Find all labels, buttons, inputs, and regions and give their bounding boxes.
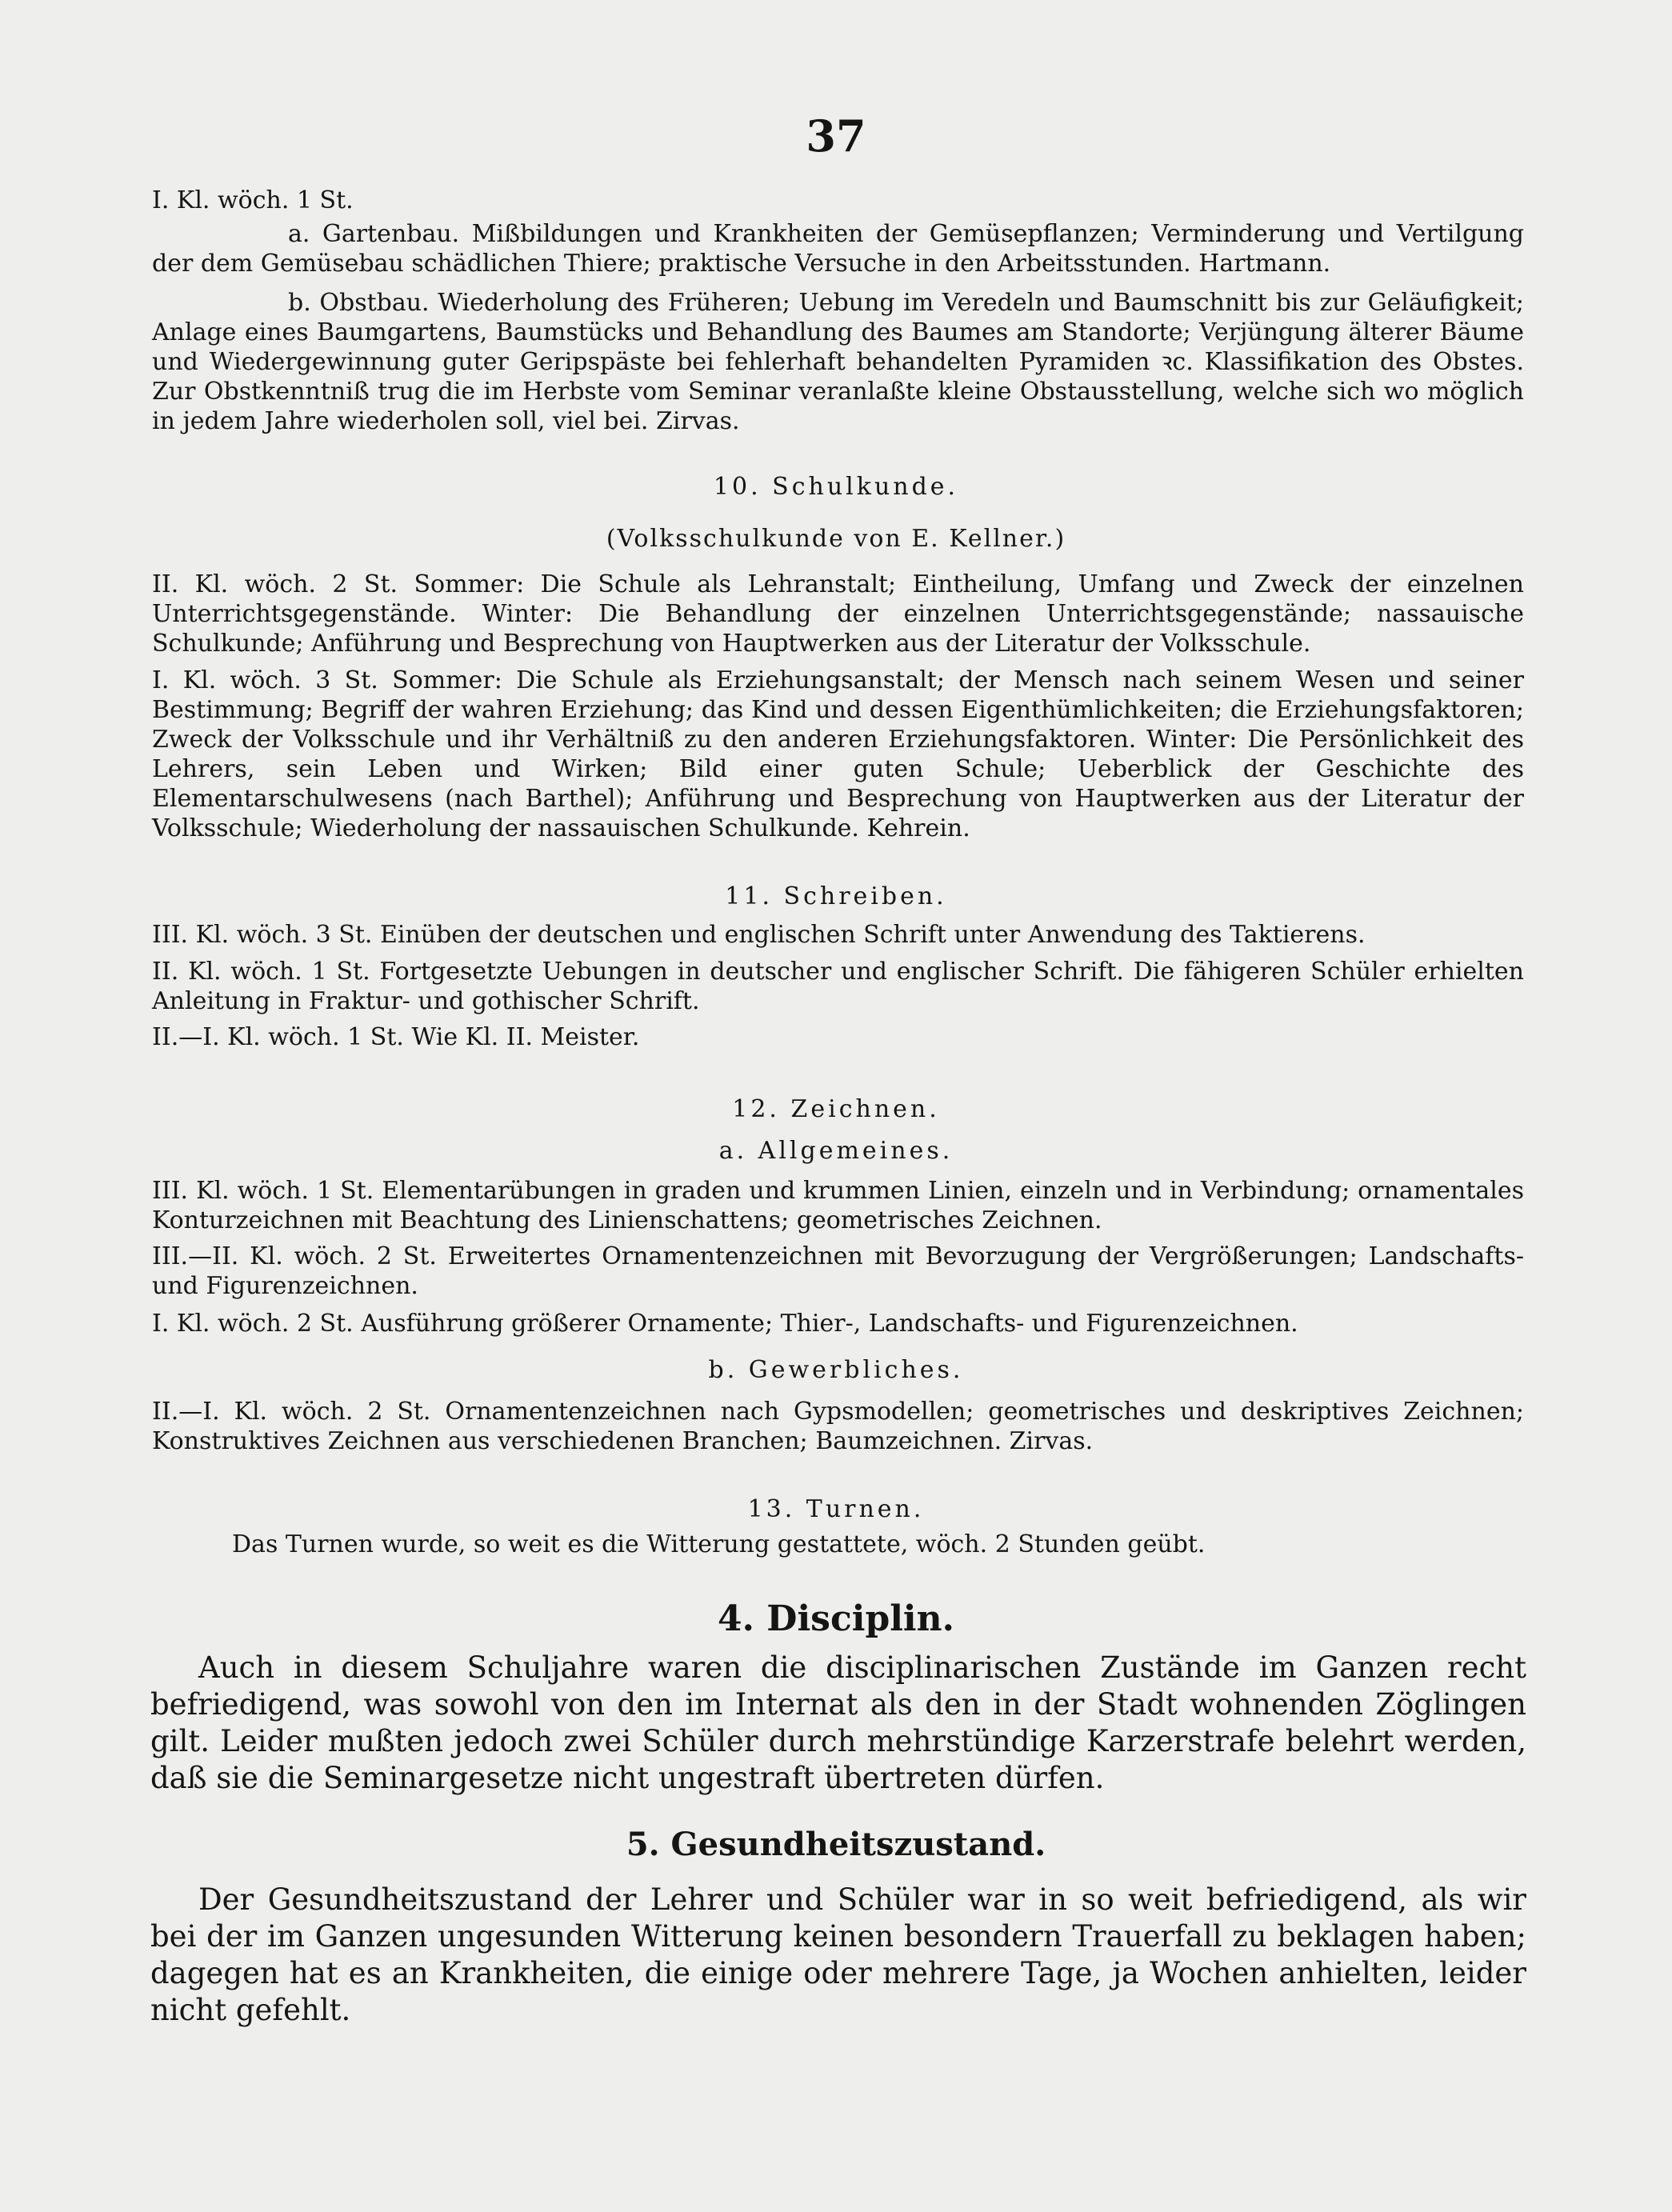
schreiben-paragraph-class-2: II. Kl. wöch. 1 St. Fortgesetzte Uebungen in deutscher und englischer Schrift. Die fähigeren Schüler erhielten Anleitung in Fraktur- und gothischer Schrift. xyxy=(152,958,1524,1015)
chapter-heading-disciplin: 4. Disciplin. xyxy=(718,1598,954,1639)
section-heading-zeichnen: 12. Zeichnen. xyxy=(732,1095,940,1123)
subheading-allgemeines: a. Allgemeines. xyxy=(718,1137,954,1165)
chapter-heading-gesundheitszustand: 5. Gesundheitszustand. xyxy=(626,1826,1046,1863)
section-heading-turnen: 13. Turnen. xyxy=(747,1495,925,1523)
schulkunde-paragraph-class-1: I. Kl. wöch. 3 St. Sommer: Die Schule als Erziehungsanstalt; der Mensch nach seinem Wesen und seiner Bestimmung; Begriff der wahren Erziehung; das Kind und dessen Eigenthümlichkeiten; die Erziehungsfaktoren; Zweck der Volksschule und ihr Verhältniß zu den anderen Erziehungsfaktoren. Winter: Die Persönlichkeit des Lehrers, sein Leben und Wirken; Bild einer guten Schule; Ueberblick der Geschichte des Elementarschulwesens (nach Barthel); Anführung und Besprechung von Hauptwerken aus der Literatur der Volksschule; Wiederholung der nassauischen Schulkunde. Kehrein. xyxy=(152,666,1524,842)
zeichnen-paragraph-class-3: III. Kl. wöch. 1 St. Elementarübungen in graden und krummen Linien, einzeln und in Verbindung; ornamentales Konturzeichnen mit Beachtung des Linienschattens; geometrisches Zeichnen. xyxy=(152,1177,1524,1234)
disciplin-paragraph: Auch in diesem Schuljahre waren die disciplinarischen Zustände im Ganzen recht befriedigend, was sowohl von den im Internat als den in der Stadt wohnenden Zöglingen gilt. Leider mußten jedoch zwei Schüler durch mehrstündige Karzerstrafe belehrt werden, daß sie die Seminargesetze nicht ungestraft übertreten dürfen. xyxy=(150,1650,1526,1795)
section-heading-schreiben: 11. Schreiben. xyxy=(725,882,947,910)
gartenbau-paragraph: a. Gartenbau. Mißbildungen und Krankheiten der Gemüsepflanzen; Verminderung und Vertilgung der dem Gemüsebau schädlichen Thiere; praktische Versuche in den Arbeitsstunden. Hartmann. xyxy=(152,220,1524,278)
subheading-gewerbliches: b. Gewerbliches. xyxy=(708,1356,964,1384)
section-heading-schulkunde: 10. Schulkunde. xyxy=(713,473,959,501)
schreiben-paragraph-class-2-1: II.—I. Kl. wöch. 1 St. Wie Kl. II. Meister. xyxy=(152,1023,640,1051)
gesundheit-paragraph: Der Gesundheitszustand der Lehrer und Schüler war in so weit befriedigend, als wir bei der im Ganzen ungesunden Witterung keinen besondern Trauerfall zu beklagen haben; dagegen hat es an Krankheiten, die einige oder mehrere Tage, ja Wochen anhielten, leider nicht gefehlt. xyxy=(150,1882,1526,2027)
section-subheading-volksschulkunde: (Volksschulkunde von E. Kellner.) xyxy=(606,525,1066,553)
turnen-paragraph: Das Turnen wurde, so weit es die Witterung gestattete, wöch. 2 Stunden geübt. xyxy=(232,1530,1206,1558)
zeichnen-paragraph-class-3-2: III.—II. Kl. wöch. 2 St. Erweitertes Ornamentenzeichnen mit Bevorzugung der Vergrößerungen; Landschafts- und Figurenzeichnen. xyxy=(152,1242,1524,1300)
zeichnen-paragraph-class-2-1: II.—I. Kl. wöch. 2 St. Ornamentenzeichnen nach Gypsmodellen; geometrisches und deskriptives Zeichnen; Konstruktives Zeichnen aus verschiedenen Branchen; Baumzeichnen. Zirvas. xyxy=(152,1398,1524,1455)
obstbau-paragraph: b. Obstbau. Wiederholung des Früheren; Uebung im Veredeln und Baumschnitt bis zur Geläufigkeit; Anlage eines Baumgartens, Baumstücks und Behandlung des Baumes am Standorte; Verjüngung älterer Bäume und Wiedergewinnung guter Geripspäste bei fehlerhaft behandelten Pyramiden ꝛc. Klassifikation des Obstes. Zur Obstkenntniß trug die im Herbste vom Seminar veranlaßte kleine Obstausstellung, welche sich wo möglich in jedem Jahre wiederholen soll, viel bei. Zirvas. xyxy=(152,289,1524,435)
page-number: 37 xyxy=(806,110,866,162)
zeichnen-paragraph-class-1: I. Kl. wöch. 2 St. Ausführung größerer Ornamente; Thier-, Landschafts- und Figurenzeichnen. xyxy=(152,1310,1298,1338)
schulkunde-paragraph-class-2: II. Kl. wöch. 2 St. Sommer: Die Schule als Lehranstalt; Eintheilung, Umfang und Zweck der einzelnen Unterrichtsgegenstände. Winter: Die Behandlung der einzelnen Unterrichtsgegenstände; nassauische Schulkunde; Anführung und Besprechung von Hauptwerken aus der Literatur der Volksschule. xyxy=(152,570,1524,658)
schreiben-paragraph-class-3: III. Kl. wöch. 3 St. Einüben der deutschen und englischen Schrift unter Anwendung des Taktierens. xyxy=(152,921,1366,949)
gartenbau-class-line: I. Kl. wöch. 1 St. xyxy=(152,186,354,214)
